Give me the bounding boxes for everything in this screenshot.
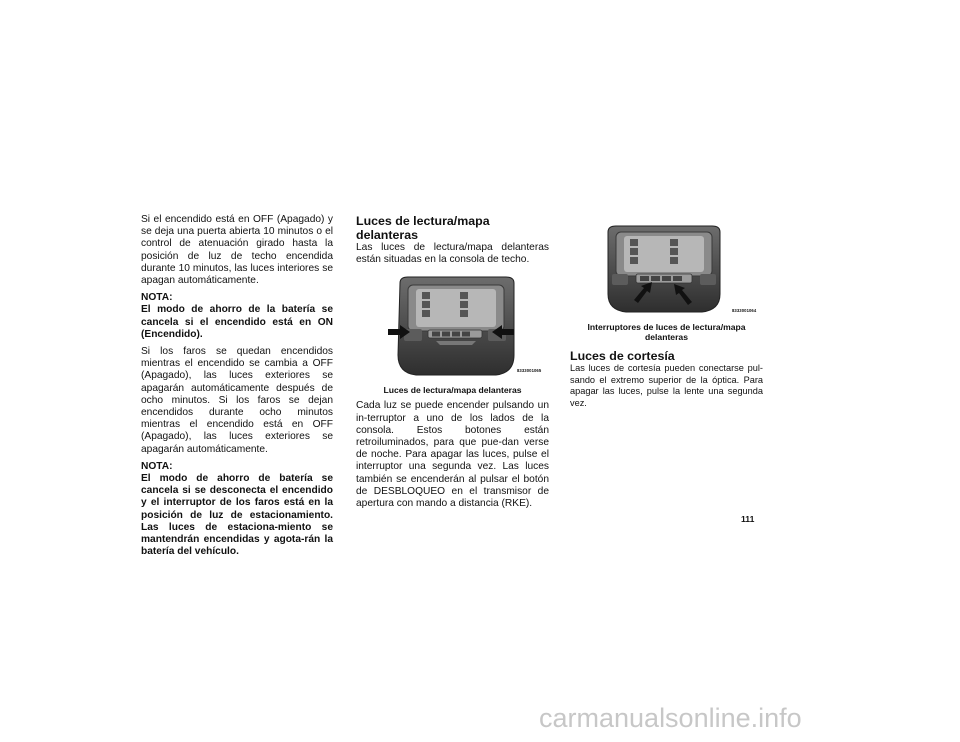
battery-saver-paragraph: Si el encendido está en OFF (Apagado) y se deja una puerta abierta 10 minutos o el control de atenuación girado hasta la posición de luz de techo encendida durante 10 minutos, las luces interiores se apagan automáticamente. (141, 214, 333, 287)
intro-paragraph: Las luces de lectura/mapa delanteras están situadas en la consola de techo. (356, 242, 549, 266)
left-column (141, 214, 333, 558)
overhead-switches-figure (570, 224, 763, 318)
right-column (570, 224, 763, 409)
figure-caption: Interruptores de luces de lectura/mapa delanteras (587, 322, 746, 342)
page-number: 111 (741, 514, 755, 524)
overhead-console-illustration (356, 275, 549, 383)
section-heading: Luces de cortesía (570, 349, 675, 363)
overhead-switches-illustration (570, 224, 763, 318)
middle-column (356, 214, 549, 510)
watermark-text: carmanualsonline.info (539, 703, 802, 733)
headlights-paragraph: Si los faros se quedan encendidos mientras el encendido se cambia a OFF (Apagado), las luces exteriores se apagarán automáticamente después de ocho minutos. Si los faros se dejan encendidos durante ocho minutos mientras el encendido está en OFF (Apagado), las luces exteriores se apagarán automáticamente. (141, 346, 333, 455)
body-paragraph: Las luces de cortesía pueden conectarse pul-sando el extremo superior de la óptica. Para apagar las luces, pulse la lente una segunda vez. (570, 363, 763, 408)
figure-code: 8333001064 (732, 308, 757, 313)
figure-caption: Luces de lectura/mapa delanteras (383, 385, 522, 396)
note-label: NOTA: (141, 292, 173, 304)
note-text: El modo de ahorro de la batería se cancela si el encendido está en ON (Encendido). (141, 304, 333, 340)
note-text: El modo de ahorro de batería se cancela si se desconecta el encendido y el interruptor de los faros está en la posición de luz de estacionamiento. Las luces de estaciona-miento se mantendrán encendidas y agota-rán la batería del vehículo. (141, 473, 333, 558)
body-paragraph: Cada luz se puede encender pulsando un in-terruptor a uno de los lados de la consola. Estos botones están retroiluminados, para que pue-dan verse de noche. Para apagar las luces, pulse el interruptor una segunda vez. Las luces también se encenderán al pulsar el botón de DESBLOQUEO en el transmisor de apertura con mando a distancia (RKE). (356, 400, 549, 510)
overhead-console-figure (356, 275, 549, 383)
section-heading: Luces de lectura/mapa delanteras (356, 214, 490, 242)
note-label: NOTA: (141, 460, 173, 472)
figure-code: 8333001065 (517, 368, 542, 374)
